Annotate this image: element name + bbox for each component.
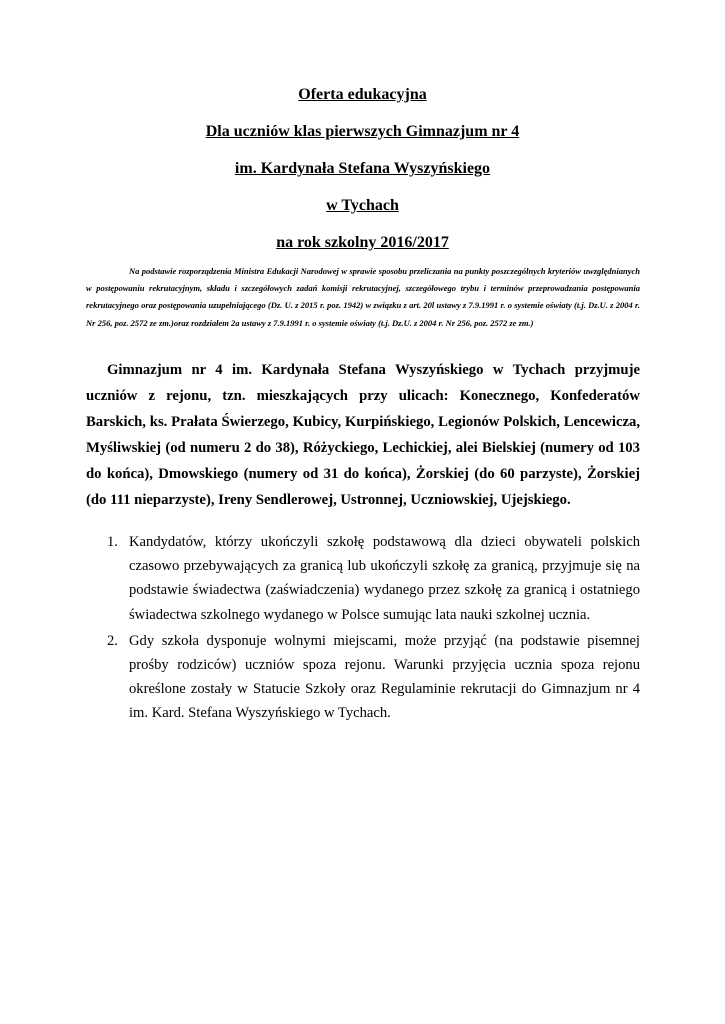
- document-title-block: [0, 86, 725, 271]
- list-item-number: 2.: [107, 632, 118, 649]
- title-line-school-year: na rok szkolny 2016/2017: [276, 234, 449, 251]
- list-item-text: Gdy szkoła dysponuje wolnymi miejscami, może przyjąć (na podstawie pisemnej prośby rodziców) uczniów spoza rejonu. Warunki przyjęcia ucznia spoza rejonu określone zostały w Statucie Szkoły oraz Regulaminie rekrutacji do Gimnazjum nr 4 im. Kard. Stefana Wyszyńskiego w Tychach.: [129, 632, 640, 722]
- list-item-number: 1.: [107, 534, 118, 550]
- title-line-city: w Tychach: [326, 197, 399, 214]
- title-line-offer: Oferta edukacyjna: [298, 86, 427, 103]
- list-item-text: Kandydatów, którzy ukończyli szkołę podstawową dla dzieci obywateli polskich czasowo przebywających za granicą lub ukończyli szkołę za granicą, przyjmuje się na podstawie świadectwa (zaświadczenia) wydanego przez szkołę za granicą i ostatniego świadectwa szkolnego wydanego w Polsce sumując lata nauki szkolnej ucznia.: [129, 534, 640, 623]
- list-item: [86, 530, 640, 627]
- rules-list: [86, 530, 640, 728]
- intro-paragraph: Gimnazjum nr 4 im. Kardynała Stefana Wyszyńskiego w Tychach przyjmuje uczniów z rejonu, tzn. mieszkających przy ulicach: Konecznego, Konfederatów Barskich, ks. Prałata Świerzego, Kubicy, Kurpińskiego, Legionów Polskich, Lencewicza, Myśliwskiej (od numeru 2 do 38), Różyckiego, Lechickiej, alei Bielskiej (numery od 103 do końca), Dmowskiego (numery od 31 do końca), Żorskiej (do 60 parzyste), Żorskiej (do 111 nieparzyste), Ireny Sendlerowej, Ustronnej, Uczniowskiej, Ujejskiego.: [86, 362, 640, 508]
- legal-basis-note: Na podstawie rozporządzenia Ministra Edukacji Narodowej w sprawie sposobu przeliczania na punkty poszczególnych kryteriów uwzględnianych w postępowaniu rekrutacyjnym, składu i szczegółowych zadań komisji rekrutacyjnej, szczegółowego trybu i terminów przeprowadzania postępowania rekrutacyjnego oraz postępowania uzupełniającego (Dz. U. z 2015 r. poz. 1942) w związku z art. 20l ustawy z 7.9.1991 r. o systemie oświaty (t.j. Dz.U. z 2004 r. Nr 256, poz. 2572 ze zm.)oraz rozdziałem 2a ustawy z 7.9.1991 r. o systemie oświaty (t.j. Dz.U. z 2004 r. Nr 256, poz. 2572 ze zm.): [86, 266, 640, 328]
- list-item: [86, 629, 640, 726]
- title-line-audience: Dla uczniów klas pierwszych Gimnazjum nr 4: [205, 123, 520, 140]
- title-line-patron: im. Kardynała Stefana Wyszyńskiego: [234, 160, 491, 177]
